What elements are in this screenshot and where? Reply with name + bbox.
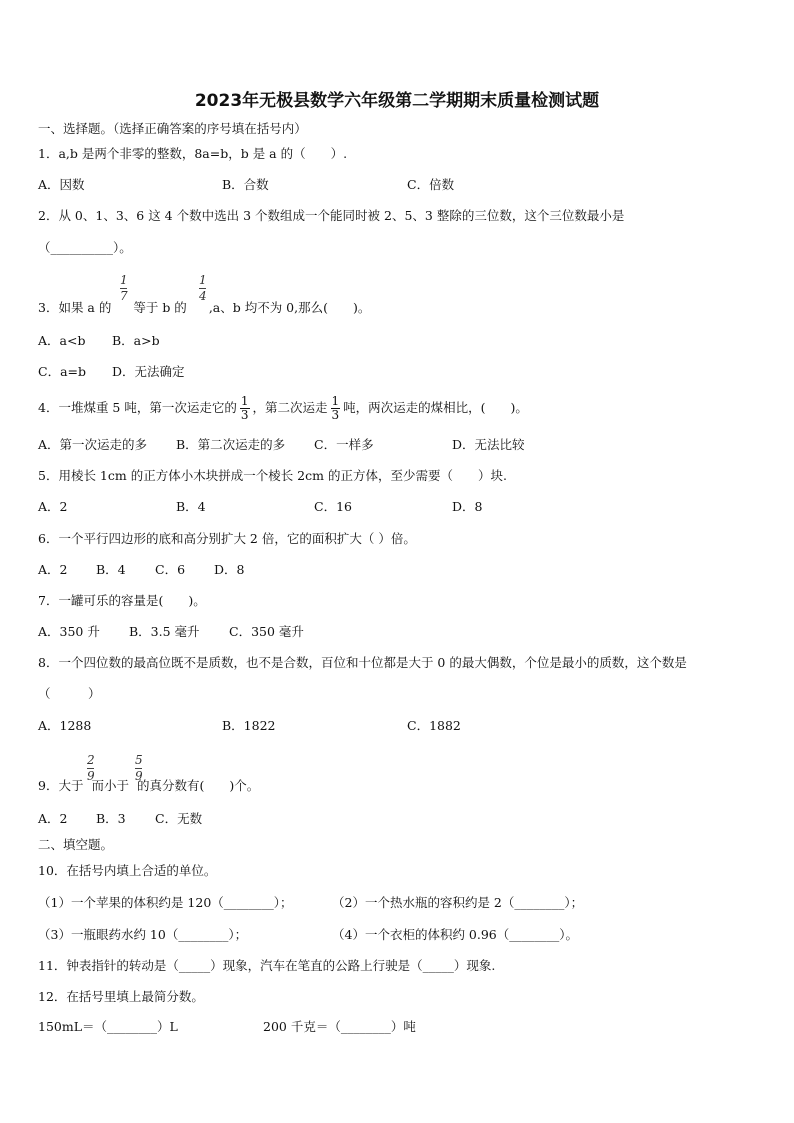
q7-option-b[interactable]: B．3.5 毫升: [129, 624, 200, 639]
q3-fraction-2: [199, 274, 207, 303]
q3-frac2-num: 1: [199, 273, 207, 287]
q3-option-b[interactable]: B．a>b: [112, 333, 160, 348]
q4-option-c[interactable]: C．一样多: [314, 437, 374, 452]
question-8-answer-blank[interactable]: （ ）: [38, 686, 101, 701]
question-9-stem: [38, 778, 259, 794]
q3-frac1-num: 1: [120, 273, 128, 287]
q5-option-b[interactable]: B．4: [176, 499, 206, 514]
q6-option-b[interactable]: B．4: [96, 562, 126, 577]
question-7-stem: 7．一罐可乐的容量是( )。: [38, 593, 206, 608]
q9-frac2-den: 9: [135, 769, 143, 783]
question-2-answer-blank[interactable]: （__________）。: [38, 240, 132, 255]
q4-fraction-1: [240, 395, 250, 422]
q4-frac2-num: 1: [331, 394, 340, 408]
q4-suffix: 吨，两次运走的煤相比，( )。: [343, 400, 528, 415]
q7-option-a[interactable]: A．350 升: [38, 624, 100, 639]
q9-frac2-num: 5: [135, 753, 143, 767]
q6-option-a[interactable]: A．2: [38, 562, 68, 577]
q6-option-c[interactable]: C．6: [155, 562, 186, 577]
question-2-stem: 2．从 0、1、3、6 这 4 个数中选出 3 个数组成一个能同时被 2、5、3 整除的三位数，这个三位数最小是: [38, 208, 625, 223]
q1-option-b[interactable]: B．合数: [222, 177, 269, 192]
q1-option-a[interactable]: A．因数: [38, 177, 85, 192]
q3-prefix: 3．如果 a 的: [38, 300, 112, 315]
question-1-stem: 1．a,b 是两个非零的整数，8a=b，b 是 a 的（ ）.: [38, 146, 348, 161]
q3-frac2-den: 4: [199, 289, 207, 303]
q4-option-d[interactable]: D．无法比较: [452, 437, 525, 452]
q8-option-b[interactable]: B．1822: [222, 718, 276, 733]
q9-option-a[interactable]: A．2: [38, 811, 68, 826]
q10-item-1[interactable]: （1）一个苹果的体积约是 120（________）；: [38, 895, 293, 910]
q9-fraction-2: [135, 754, 143, 783]
q3-mid: 等于 b 的: [133, 300, 187, 315]
q8-option-c[interactable]: C．1882: [407, 718, 461, 733]
q12-item-2[interactable]: 200 千克＝（________）吨: [263, 1019, 416, 1034]
question-5-stem: 5．用棱长 1cm 的正方体小木块拼成一个棱长 2cm 的正方体，至少需要（ ）块.: [38, 468, 507, 483]
q10-item-4[interactable]: （4）一个衣柜的体积约 0.96（________）。: [332, 927, 579, 942]
question-12-stem: 12．在括号里填上最简分数。: [38, 989, 204, 1004]
q3-option-c[interactable]: C．a=b: [38, 364, 86, 379]
q9-frac1-num: 2: [87, 753, 95, 767]
q3-option-d[interactable]: D．无法确定: [112, 364, 185, 379]
q3-option-a[interactable]: A．a<b: [38, 333, 86, 348]
q4-mid: ，第二次运走: [252, 400, 328, 415]
q4-frac2-den: 3: [331, 408, 340, 422]
question-4-stem: [38, 394, 528, 422]
q9-frac1-den: 9: [87, 769, 95, 783]
q12-item-1[interactable]: 150mL＝（________）L: [38, 1019, 178, 1034]
q5-option-c[interactable]: C．16: [314, 499, 352, 514]
q9-fraction-1: [87, 754, 95, 783]
q9-mid: 而小于: [91, 778, 129, 793]
q9-prefix: 9．大于: [38, 778, 84, 793]
q10-item-2[interactable]: （2）一个热水瓶的容积约是 2（________）；: [332, 895, 584, 910]
q3-fraction-1: [120, 274, 128, 303]
q8-option-a[interactable]: A．1288: [38, 718, 92, 733]
q4-option-b[interactable]: B．第二次运走的多: [176, 437, 286, 452]
q10-item-3[interactable]: （3）一瓶眼药水约 10（________）；: [38, 927, 248, 942]
question-10-stem: 10．在括号内填上合适的单位。: [38, 863, 217, 878]
question-11-stem[interactable]: 11．钟表指针的转动是（_____）现象，汽车在笔直的公路上行驶是（_____）现象.: [38, 958, 496, 973]
q1-option-c[interactable]: C．倍数: [407, 177, 455, 192]
q4-option-a[interactable]: A．第一次运走的多: [38, 437, 148, 452]
q9-option-b[interactable]: B．3: [96, 811, 126, 826]
q5-option-a[interactable]: A．2: [38, 499, 68, 514]
section-heading-fill: 二、填空题。: [38, 837, 114, 852]
page-title: 2023年无极县数学六年级第二学期期末质量检测试题: [194, 91, 600, 111]
question-6-stem: 6．一个平行四边形的底和高分别扩大 2 倍，它的面积扩大（ ）倍。: [38, 531, 416, 546]
q9-option-c[interactable]: C．无数: [155, 811, 203, 826]
q4-prefix: 4．一堆煤重 5 吨，第一次运走它的: [38, 400, 237, 415]
q4-frac1-den: 3: [240, 408, 249, 422]
q4-fraction-2: [331, 395, 341, 422]
q6-option-d[interactable]: D．8: [214, 562, 245, 577]
question-8-stem: 8．一个四位数的最高位既不是质数，也不是合数，百位和十位都是大于 0 的最大偶数，个位是最小的质数，这个数是: [38, 655, 687, 670]
q7-option-c[interactable]: C．350 毫升: [229, 624, 304, 639]
q4-frac1-num: 1: [240, 394, 249, 408]
q5-option-d[interactable]: D．8: [452, 499, 483, 514]
q3-suffix: ,a、b 均不为 0,那么( )。: [208, 300, 371, 315]
q9-suffix: 的真分数有( )个。: [136, 778, 260, 793]
q3-frac1-den: 7: [120, 289, 128, 303]
section-heading-choice: 一、选择题。（选择正确答案的序号填在括号内）: [38, 121, 307, 136]
